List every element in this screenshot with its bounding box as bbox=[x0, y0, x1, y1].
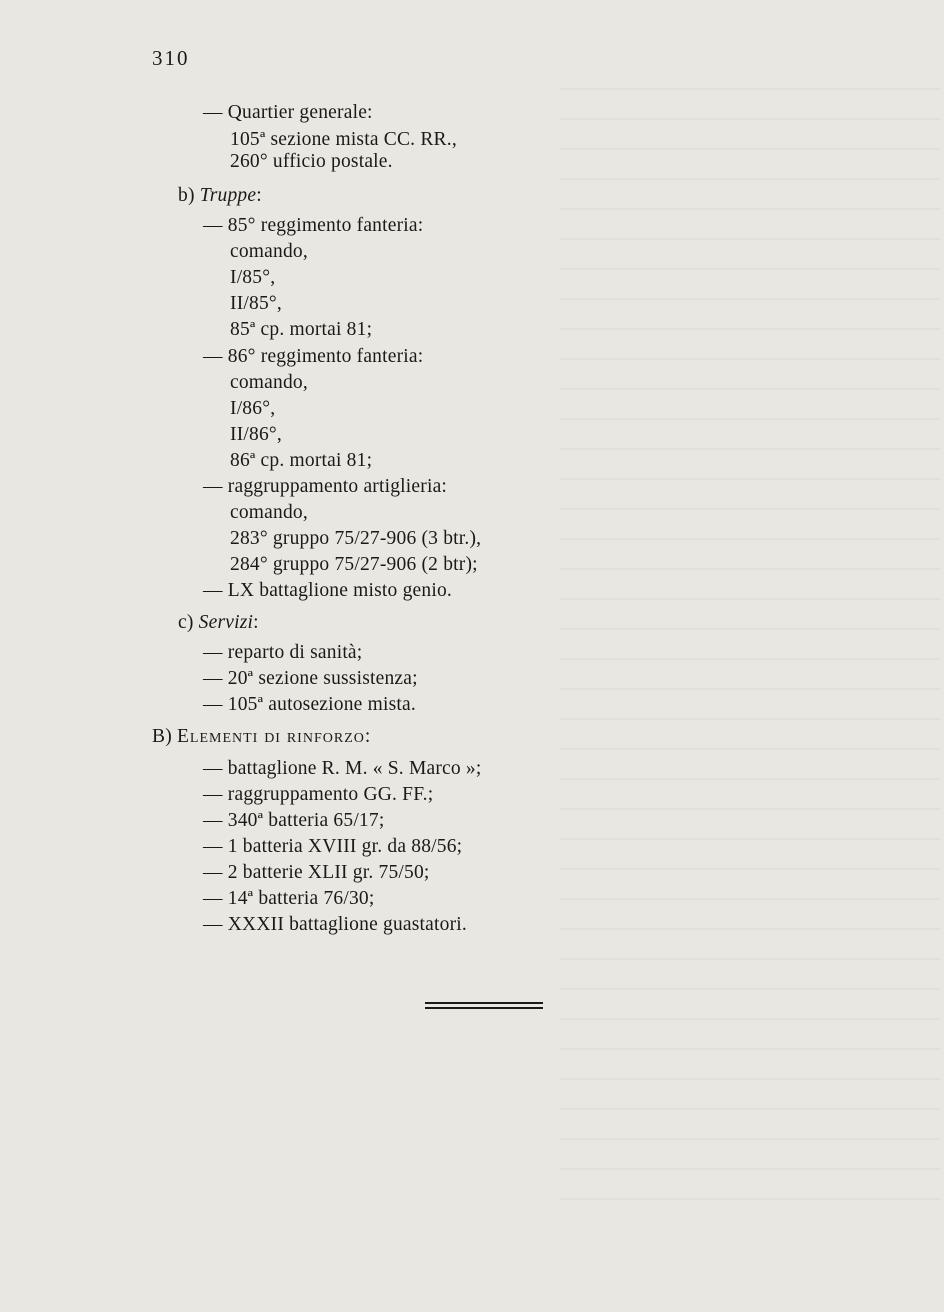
line-14-batteria: — 14ª batteria 76/30; bbox=[203, 888, 375, 909]
line-reparto-sanita: — reparto di sanità; bbox=[203, 642, 363, 663]
line-raggruppamento-artiglieria: — raggruppamento artiglieria: bbox=[203, 476, 448, 497]
heading-truppe-suffix: : bbox=[256, 185, 262, 206]
line-sezione-sussistenza: — 20ª sezione sussistenza; bbox=[203, 668, 418, 689]
closing-rule-bottom bbox=[425, 1007, 543, 1009]
heading-servizi-title: Servizi bbox=[198, 612, 254, 633]
line-LX-battaglione: — LX battaglione misto genio. bbox=[203, 580, 452, 601]
line-quartier-generale: — Quartier generale: bbox=[203, 102, 373, 123]
page-number: 310 bbox=[152, 46, 190, 70]
heading-servizi-suffix: : bbox=[253, 612, 259, 633]
line-1-batteria-XVIII: — 1 batteria XVIII gr. da 88/56; bbox=[203, 836, 463, 857]
line-autosezione-mista: — 105ª autosezione mista. bbox=[203, 694, 416, 715]
line-II-85: II/85°, bbox=[230, 293, 282, 314]
heading-elementi-rinforzo bbox=[152, 725, 370, 749]
heading-elementi-title: Elementi di rinforzo bbox=[176, 726, 365, 747]
line-sezione-mista: 105ª sezione mista CC. RR., bbox=[230, 129, 457, 150]
line-85-comando: comando, bbox=[230, 241, 308, 262]
heading-truppe-prefix: b) bbox=[178, 185, 195, 206]
line-XXXII-guastatori: — XXXII battaglione guastatori. bbox=[203, 914, 467, 935]
heading-servizi-prefix: c) bbox=[178, 612, 194, 633]
line-ufficio-postale: 260° ufficio postale. bbox=[230, 151, 393, 172]
show-through-texture bbox=[560, 60, 940, 1210]
heading-truppe bbox=[178, 184, 262, 208]
heading-truppe-title: Truppe bbox=[199, 185, 257, 206]
line-I-86: I/86°, bbox=[230, 398, 276, 419]
line-85-mortai: 85ª cp. mortai 81; bbox=[230, 319, 373, 340]
line-raggruppamento-gg-ff: — raggruppamento GG. FF.; bbox=[203, 784, 434, 805]
line-battaglione-san-marco: — battaglione R. M. « S. Marco »; bbox=[203, 758, 482, 779]
line-283-gruppo: 283° gruppo 75/27-906 (3 btr.), bbox=[230, 528, 482, 549]
line-86-reggimento: — 86° reggimento fanteria: bbox=[203, 346, 424, 367]
line-86-comando: comando, bbox=[230, 372, 308, 393]
heading-elementi-suffix: : bbox=[364, 726, 371, 747]
line-85-reggimento: — 85° reggimento fanteria: bbox=[203, 215, 424, 236]
line-artiglieria-comando: comando, bbox=[230, 502, 308, 523]
line-340-batteria: — 340ª batteria 65/17; bbox=[203, 810, 385, 831]
line-2-batterie-XLII: — 2 batterie XLII gr. 75/50; bbox=[203, 862, 430, 883]
line-I-85: I/85°, bbox=[230, 267, 276, 288]
line-86-mortai: 86ª cp. mortai 81; bbox=[230, 450, 373, 471]
heading-servizi bbox=[178, 611, 259, 635]
line-II-86: II/86°, bbox=[230, 424, 282, 445]
line-284-gruppo: 284° gruppo 75/27-906 (2 btr); bbox=[230, 554, 478, 575]
heading-elementi-prefix: B) bbox=[152, 726, 172, 747]
closing-rule-top bbox=[425, 1002, 543, 1004]
